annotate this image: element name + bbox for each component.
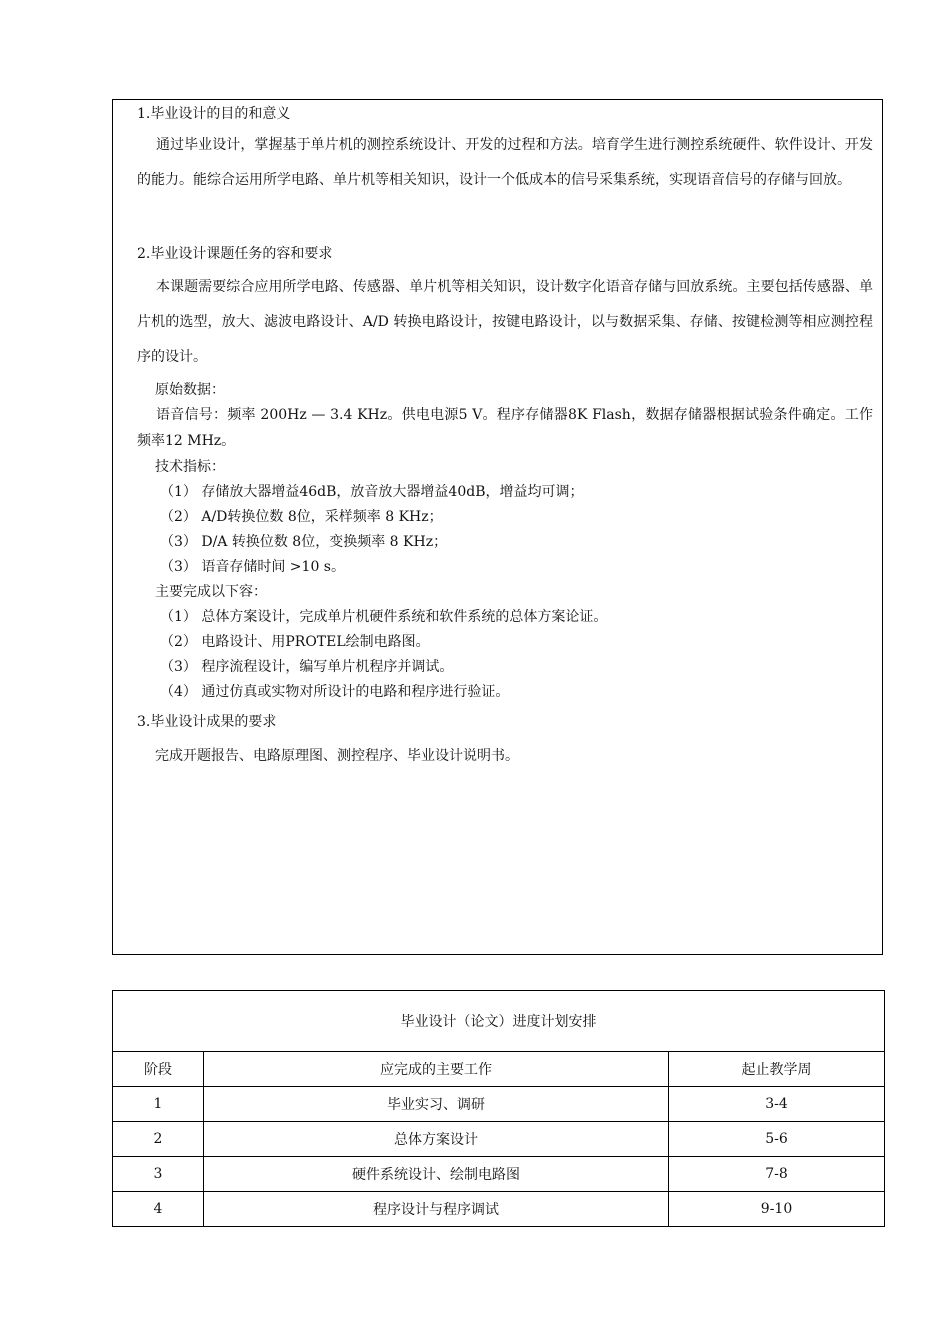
section1-heading: 1.毕业设计的目的和意义 (137, 106, 291, 122)
tech-item: （1） 存储放大器增益46dB，放音放大器增益40dB，增益均可调； (160, 484, 584, 500)
weeks-cell: 5-6 (669, 1122, 885, 1157)
section1-text: 通过毕业设计，掌握基于单片机的测控系统设计、开发的过程和方法。培育学生进行测控系统硬件、软件设计、开发的能力。能综合运用所学电路、单片机等相关知识，设计一个低成本的信号采集系统，实现语音信号的存储与回放。 (137, 137, 873, 188)
raw-data-text: 语音信号：频率 200Hz — 3.4 KHz。供电电源5 V。程序存储器8K Flash，数据存储器根据试验条件确定。工作频率12 MHz。 (137, 407, 873, 449)
plan-title: 毕业设计（论文）进度计划安排 (113, 991, 885, 1052)
table-title-row (113, 991, 885, 1052)
section2-text: 本课题需要综合应用所学电路、传感器、单片机等相关知识，设计数字化语音存储与回放系统。主要包括传感器、单片机的选型，放大、滤波电路设计、A/D 转换电路设计，按键电路设计，以与数据采集、存储、按键检测等相应测控程序的设计。 (137, 279, 873, 365)
task-content-box (112, 99, 883, 955)
stage-cell: 2 (113, 1122, 204, 1157)
table-row (113, 1087, 885, 1122)
column-header-work: 应完成的主要工作 (204, 1052, 669, 1087)
tech-item: （2） A/D转换位数 8位，采样频率 8 KHz； (160, 509, 443, 525)
stage-cell: 1 (113, 1087, 204, 1122)
tech-spec-label: 技术指标： (155, 459, 225, 475)
work-cell: 硬件系统设计、绘制电路图 (204, 1157, 669, 1192)
main-task-item: （4） 通过仿真或实物对所设计的电路和程序进行验证。 (160, 684, 510, 700)
work-cell: 程序设计与程序调试 (204, 1192, 669, 1227)
tech-item: （3） D/A 转换位数 8位，变换频率 8 KHz； (160, 534, 448, 550)
stage-cell: 3 (113, 1157, 204, 1192)
stage-cell: 4 (113, 1192, 204, 1227)
tech-item: （3） 语音存储时间 >10 s。 (160, 559, 345, 575)
table-row (113, 1157, 885, 1192)
main-task-item: （3） 程序流程设计，编写单片机程序并调试。 (160, 659, 454, 675)
progress-plan-table (112, 990, 885, 1227)
main-task-item: （1） 总体方案设计，完成单片机硬件系统和软件系统的总体方案论证。 (160, 609, 608, 625)
section3-text: 完成开题报告、电路原理图、测控程序、毕业设计说明书。 (155, 748, 519, 764)
weeks-cell: 9-10 (669, 1192, 885, 1227)
weeks-cell: 3-4 (669, 1087, 885, 1122)
table-header-row (113, 1052, 885, 1087)
work-cell: 总体方案设计 (204, 1122, 669, 1157)
main-task-item: （2） 电路设计、用PROTEL绘制电路图。 (160, 634, 430, 650)
work-cell: 毕业实习、调研 (204, 1087, 669, 1122)
section2-heading: 2.毕业设计课题任务的容和要求 (137, 246, 333, 262)
table-row (113, 1192, 885, 1227)
weeks-cell: 7-8 (669, 1157, 885, 1192)
raw-data-label: 原始数据： (155, 382, 225, 398)
section3-heading: 3.毕业设计成果的要求 (137, 714, 277, 730)
table-row (113, 1122, 885, 1157)
column-header-weeks: 起止教学周 (669, 1052, 885, 1087)
column-header-stage: 阶段 (113, 1052, 204, 1087)
main-tasks-label: 主要完成以下容： (155, 584, 267, 600)
